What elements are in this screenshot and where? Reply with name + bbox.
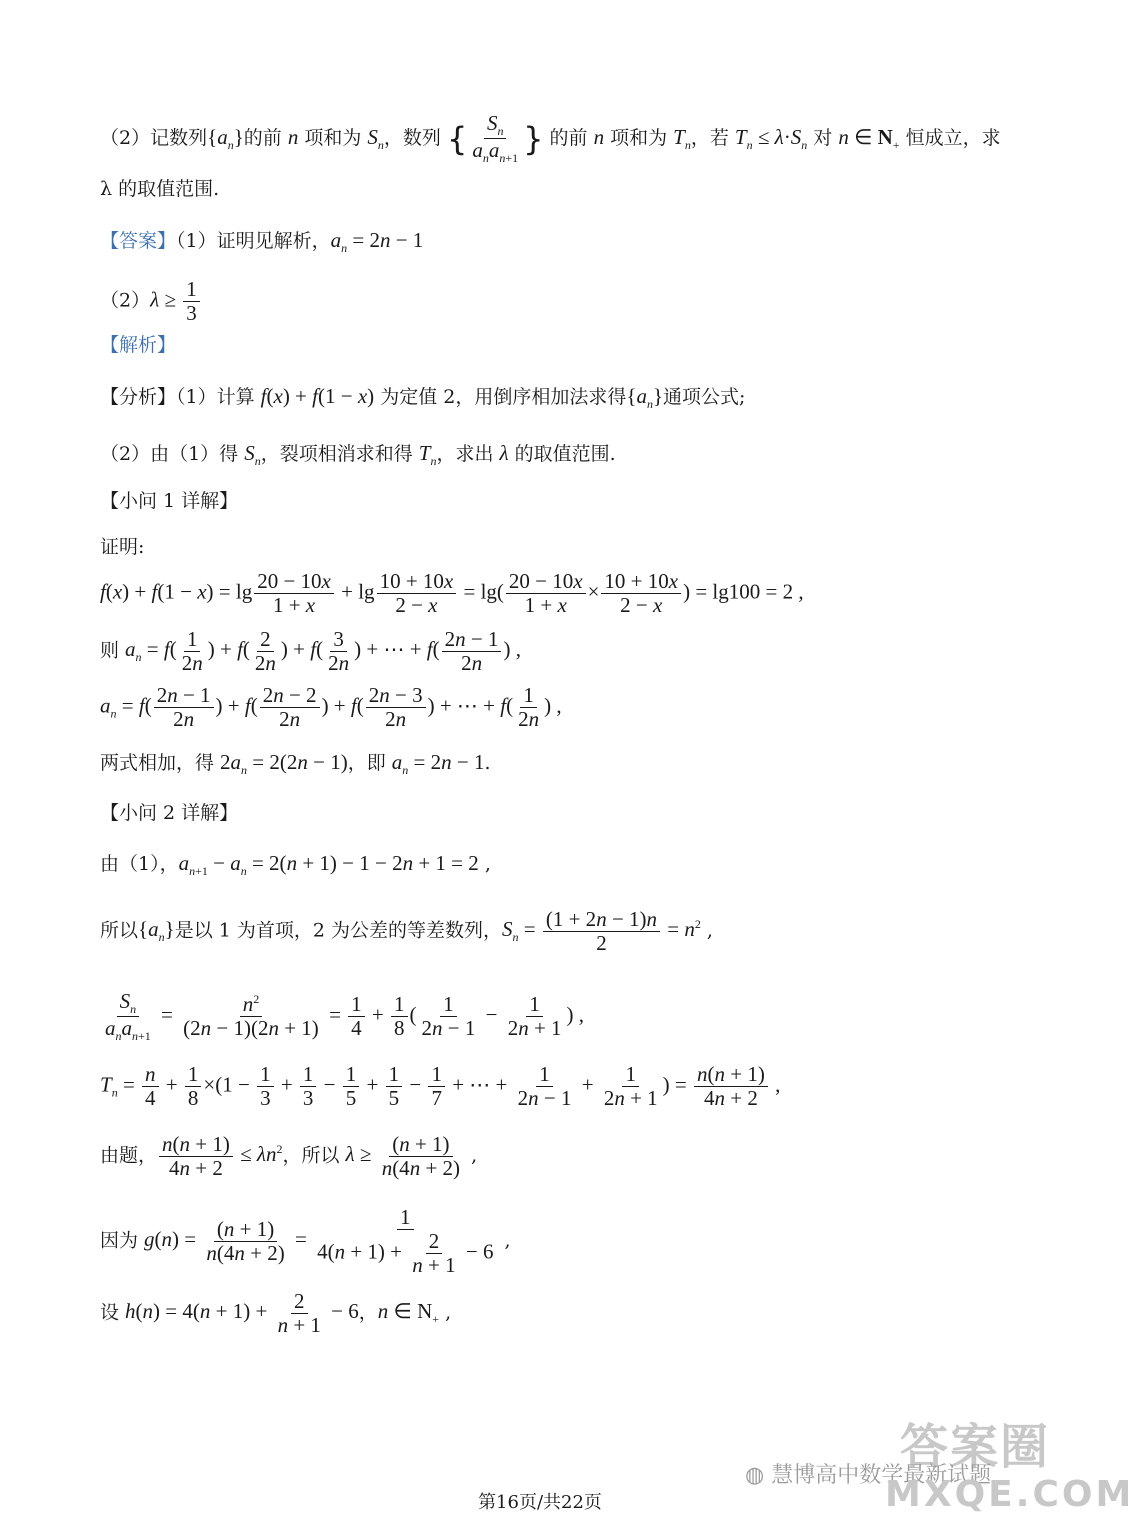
analysis-1: 【分析】（1）计算 f(x) + f(1 − x) 为定值 2，用倒序相加法求得$\{a_n\}$通项公式; <box>100 384 746 412</box>
watermark-logo: 答案圈 <box>900 1419 1051 1475</box>
eq-2: 则 $a_n = f$( $\frac{1}{2n}$ ) + f( $\frac{2}{2n}$ ) + f( $\frac{3}{2n}$ ) + ⋯ + f( $\frac{2n - 1}{2n}$ ) , <box>100 627 521 676</box>
eq-10: 因为 g(n) = $\frac{(n + 1)}{n(4n + 2)}$ = 1 4(n + 1) + $\frac{2}{n + 1}$ − 6 , <box>100 1205 511 1278</box>
eq-9: 由题， $\frac{n(n + 1)}{4n + 2}$ ≤ $\lambda n^2$，所以 λ ≥ $\frac{(n + 1)}{n(4n + 2)}$ , <box>100 1132 478 1181</box>
answer-2: （2）λ ≥ $\frac{1}{3}$ <box>100 278 202 325</box>
question-2: （2）记数列$\{a_n\}$的前 n 项和为 $S_n$，数列 { $\frac{S_n}{a_na_{n+1}}$ } 的前 n 项和为 $T_n$，若 $T_n \le \lambda\cdot S_n$ 对 n ∈ $N_+$ 恒成立，求 <box>100 111 1001 166</box>
eq-1: f(x) + f(1 − x) = lg $\frac{20 - 10x}{1 + x}$ + lg $\frac{10 + 10x}{2 - x}$ = lg( $\frac{20 - 10x}{1 + x}$ × $\frac{10 + 10x}{2 - x}$ ) = lg100 = 2 , <box>100 569 804 618</box>
proof-label: 证明: <box>100 536 145 558</box>
eq-11: 设 h(n) = 4(n + 1) + $\frac{2}{n + 1}$ − 6，n ∈ $N_+$ , <box>100 1289 452 1338</box>
eq-8: $T_n$ = $\frac{n}{4}$ + $\frac{1}{8}$ ×(1 − $\frac{1}{3}$ + $\frac{1}{3}$ − $\frac{1}{5}$ + $\frac{1}{5}$ − $\frac{1}{7}$ + ⋯ + $\frac{1}{2n - 1}$ + $\frac{1}{2n + 1}$ ) = $\frac{n(n + 1)}{4n + 2}$ , <box>100 1062 781 1111</box>
answer-label: 【答案】 <box>100 230 177 252</box>
analysis-label: 【解析】 <box>100 334 177 356</box>
analysis-2: （2）由（1）得 $S_n$，裂项相消求和得 $T_n$，求出 λ 的取值范围. <box>100 441 616 469</box>
sub1-label: 【小问 1 详解】 <box>100 490 239 512</box>
sub2-label: 【小问 2 详解】 <box>100 802 239 824</box>
watermark-label: 慧博高中数学最新试题 <box>771 1463 992 1488</box>
eq-3: $a_n = f$( $\frac{2n - 1}{2n}$ ) + f( $\frac{2n - 2}{2n}$ ) + f( $\frac{2n - 3}{2n}$ ) + ⋯ + f( $\frac{1}{2n}$ ) , <box>100 683 562 732</box>
answer-1: 【答案】（1）证明见解析，$a_n = 2n - 1$ <box>100 228 424 256</box>
wechat-icon: ◍ <box>745 1463 765 1488</box>
watermark-url: MXQE.COM <box>885 1474 1134 1515</box>
eq-6: 所以$\{a_n\}$是以 1 为首项，2 为公差的等差数列，$S_n$ = $\frac{(1 + 2n - 1)n}{2}$ = $n^2$ , <box>100 907 713 956</box>
eq-7: $\frac{S_n}{a_na_{n+1}}$ = $\frac{n^2}{(2n - 1)(2n + 1)}$ = $\frac{1}{4}$ + $\frac{1}{8}$ ( $\frac{1}{2n - 1}$ − $\frac{1}{2n + 1}$ ) , <box>105 989 585 1044</box>
page-footer: 第16页/共22页 <box>478 1492 602 1513</box>
eq-4: 两式相加，得 $2a_n = 2(2n - 1)$，即 $a_n = 2n - 1$. <box>100 750 491 778</box>
eq-5: 由（1），$a_{n+1} - a_n = 2(n + 1) - 1 - 2n + 1 = 2$ , <box>100 851 491 879</box>
question-2-cont: λ 的取值范围. <box>100 178 220 200</box>
